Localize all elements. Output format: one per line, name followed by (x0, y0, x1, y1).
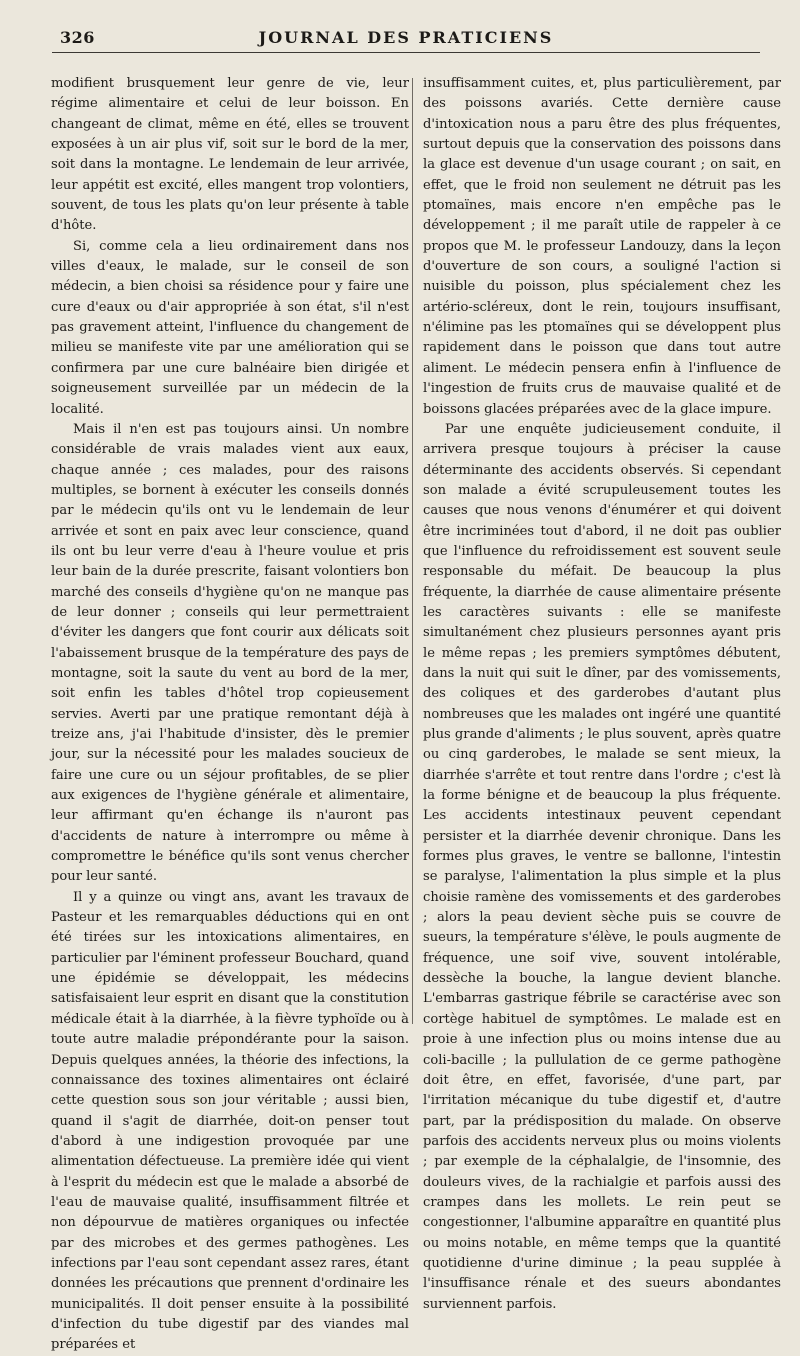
paragraph: Si, comme cela a lieu ordinairement dans nos villes d'eaux, le malade, sur le conseil de son médecin, a bien choisi sa résidence pour y faire une cure d'eaux ou d'air appropriée à son état, s'il n'est pas gravement atteint, l'influence du changement de milieu se manifeste vite par une amélioration qui se confirmera par une cure balnéaire bien dirigée et soigneusement surveillée par un médecin de la localité. (51, 238, 409, 417)
journal-title: JOURNAL DES PRATICIENS (258, 28, 554, 47)
right-column (423, 74, 781, 1315)
paragraph: modifient brusquement leur genre de vie, leur régime alimentaire et celui de leur boisson. En changeant de climat, même en été, elles se trouvent exposées à un air plus vif, soit sur le bord de la mer, soit dans la montagne. Le lendemain de leur arrivée, leur appétit est excité, elles mangent trop volontiers, souvent, de tous les plats qu'on leur présente à table d'hôte. (51, 76, 409, 234)
column-divider (412, 78, 413, 1024)
page-number: 326 (60, 28, 95, 47)
left-column (51, 74, 409, 1356)
paragraph: Par une enquête judicieusement conduite, il arrivera presque toujours à préciser la cause déterminante des accidents observés. Si cependant son malade a évité scrupuleusement toutes les causes que nous venons d'énumérer et qui doivent être incriminées tout d'abord, il ne doit pas oublier que l'influence du refroidissement est souvent seule responsable du méfait. De beaucoup la plus fréquente, la diarrhée de cause alimentaire présente les caractères suivants : elle se manifeste simultanément chez plusieurs personnes ayant pris le même repas ; les premiers symptômes débutent, dans la nuit qui suit le dîner, par des vomissements, des coliques et des garderobes d'autant plus nombreuses que les malades ont ingéré une quantité plus grande d'aliments ; le plus souvent, après quatre ou cinq garderobes, le malade se sent mieux, la diarrhée s'arrête et tout rentre dans l'ordre ; c'est là la forme bénigne et de beaucoup la plus fréquente. Les accidents intestinaux peuvent cependant persister et la diarrhée devenir chronique. Dans les formes plus graves, le ventre se ballonne, l'intestin se paralyse, l'alimentation la plus simple et la plus choisie ramène des vomissements et des garderobes ; alors la peau devient sèche puis se couvre de sueurs, la température s'élève, le pouls augmente de fréquence, une soif vive, souvent intolérable, dessèche la bouche, la langue devient blanche. L'embarras gastrique fébrile se caractérise avec son cortège habituel de symptômes. Le malade est en proie à une infection plus ou moins intense due au coli-bacille ; la pullulation de ce germe pathogène doit être, en effet, favorisée, d'une part, par l'irritation mécanique du tube digestif et, d'autre part, par la prédisposition du malade. On observe parfois des accidents nerveux plus ou moins violents ; par exemple de la céphalalgie, de l'insomnie, des douleurs vives, de la rachialgie et parfois aussi des crampes dans les mollets. Le rein peut se congestionner, l'albumine apparaître en quantité plus ou moins notable, en même temps que la quantité quotidienne d'urine diminue ; la peau supplée à l'insuffisance rénale et des sueurs abondantes surviennent parfois. (423, 421, 781, 1312)
paragraph: insuffisamment cuites, et, plus particulièrement, par des poissons avariés. Cette dernière cause d'intoxication nous a paru être des plus fréquentes, surtout depuis que la conservation des poissons dans la glace est devenue d'un usage courant ; on sait, en effet, que le froid non seulement ne détruit pas les ptomaïnes, mais encore n'en empêche pas le développement ; il me paraît utile de rappeler à ce propos que M. le professeur Landouzy, dans la leçon d'ouverture de son cours, a souligné l'action si nuisible du poisson, plus spécialement chez les artério-scléreux, dont le rein, toujours insuffisant, n'élimine pas les ptomaïnes qui se développent plus rapidement dans le poisson que dans tout autre aliment. Le médecin pensera enfin à l'influence de l'ingestion de fruits crus de mauvaise qualité et de boissons glacées préparées avec de la glace impure. (423, 76, 781, 417)
paragraph: Il y a quinze ou vingt ans, avant les travaux de Pasteur et les remarquables déductions qui en ont été tirées sur les intoxications alimentaires, en particulier par l'éminent professeur Bouchard, quand une épidémie se développait, les médecins satisfaisaient leur esprit en disant que la constitution médicale était à la diarrhée, à la fièvre typhoïde ou à toute autre maladie prépondérante pour la saison. Depuis quelques années, la théorie des infections, la connaissance des toxines alimentaires ont éclairé cette question sous son jour véritable ; aussi bien, quand il s'agit de diarrhée, doit-on penser tout d'abord à une indigestion provoquée par une alimentation défectueuse. La première idée qui vient à l'esprit du médecin est que le malade a absorbé de l'eau de mauvaise qualité, insuffisamment filtrée et non dépourvue de matières organiques ou infectée par des microbes et des germes pathogènes. Les infections par l'eau sont cependant assez rares, étant données les précautions que prennent d'ordinaire les municipalités. Il doit penser ensuite à la possibilité d'infection du tube digestif par des viandes mal préparées et (51, 889, 409, 1353)
paragraph: Mais il n'en est pas toujours ainsi. Un nombre considérable de vrais malades vient aux eaux, chaque année ; ces malades, pour des raisons multiples, se bornent à exécuter les conseils donnés par le médecin qu'ils ont vu le lendemain de leur arrivée et sont en paix avec leur conscience, quand ils ont bu leur verre d'eau à l'heure voulue et pris leur bain de la durée prescrite, faisant volontiers bon marché des conseils d'hygiène qu'on ne manque pas de leur donner ; conseils qui leur permettraient d'éviter les dangers que font courir aux délicats soit l'abaissement brusque de la température des pays de montagne, soit la saute du vent au bord de la mer, soit enfin les tables d'hôtel trop copieusement servies. Averti par une pratique remontant déjà à treize ans, j'ai l'habitude d'insister, dès le premier jour, sur la nécessité pour les malades soucieux de faire une cure ou un séjour profitables, de se plier aux exigences de l'hygiène générale et alimentaire, leur affirmant qu'en échange ils n'auront pas d'accidents de nature à interrompre ou même à compromettre le bénéfice qu'ils sont venus chercher pour leur santé. (51, 421, 409, 885)
page-header (52, 26, 760, 53)
